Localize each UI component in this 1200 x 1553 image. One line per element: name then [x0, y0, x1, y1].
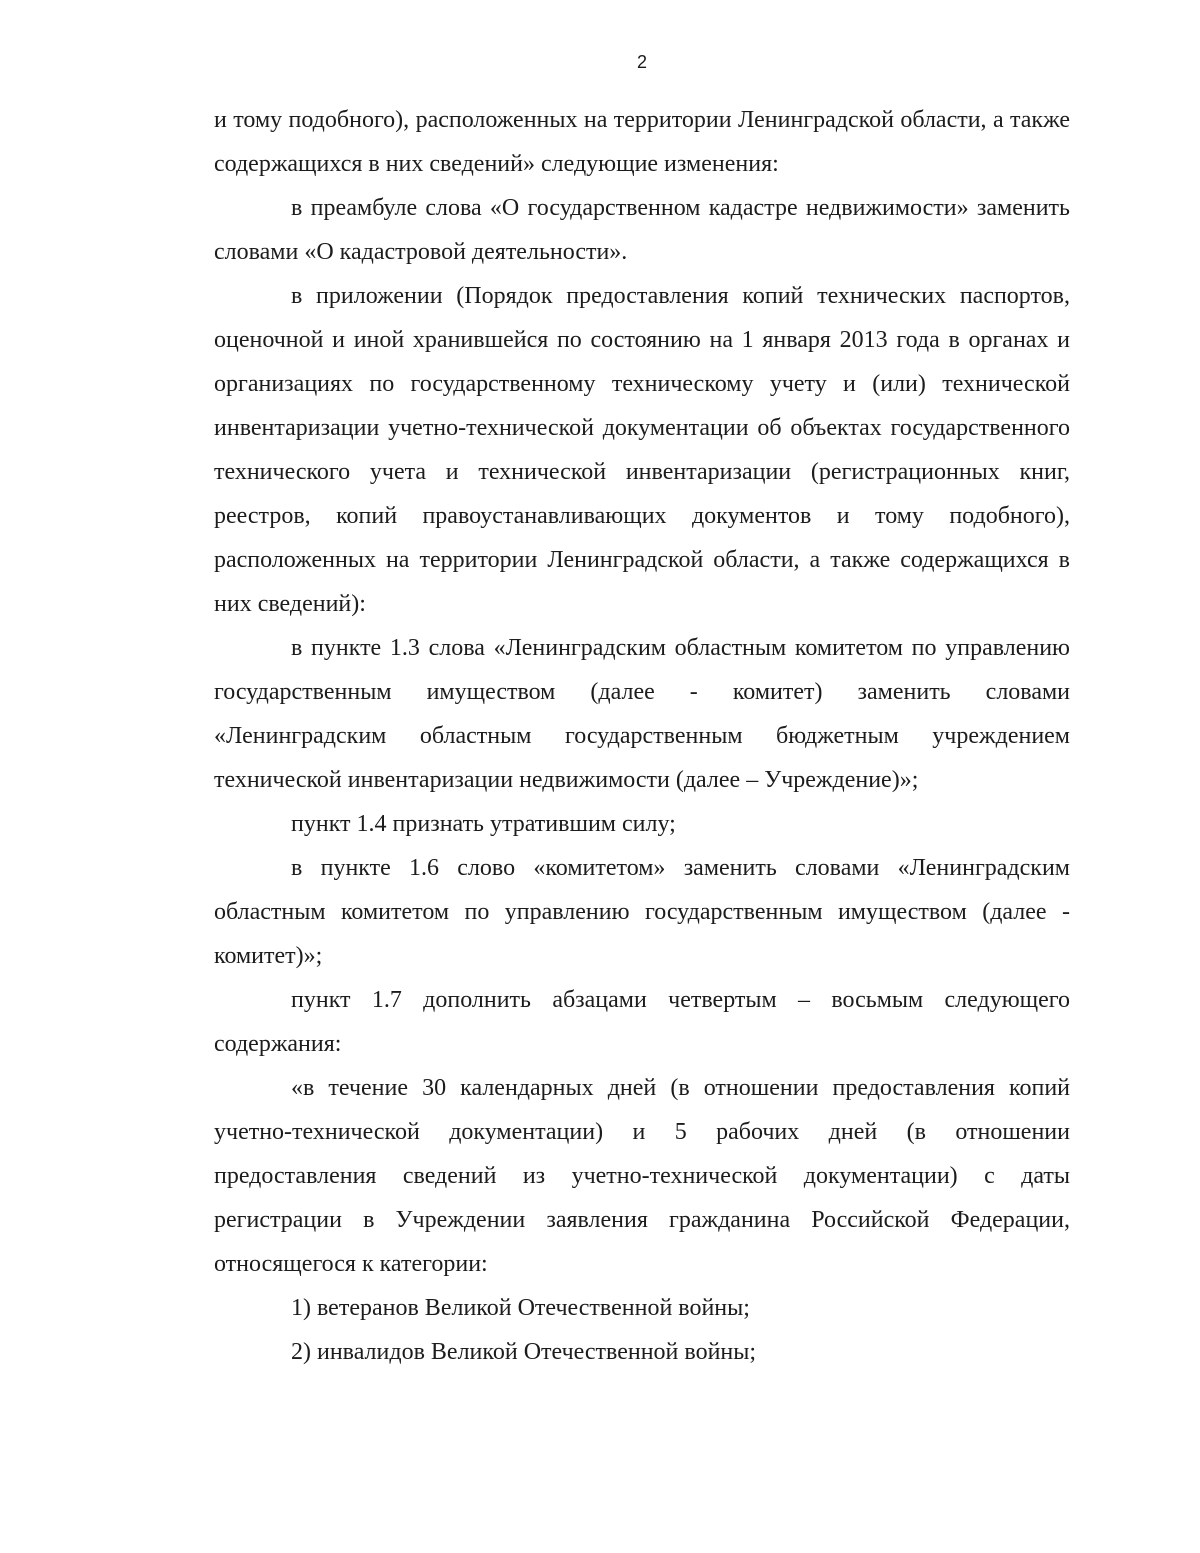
page-number: 2	[636, 52, 647, 72]
paragraph: в пункте 1.6 слово «комитетом» заменить словами «Ленинградским областным комитетом по управлению государственным имуществом (далее - комитет)»;	[214, 855, 1070, 969]
paragraph: в преамбуле слова «О государственном кадастре недвижимости» заменить словами «О кадастровой деятельности».	[214, 195, 1070, 265]
paragraph: в пункте 1.3 слова «Ленинградским областным комитетом по управлению государственным имуществом (далее - комитет) заменить словами «Ленинградским областным государственным бюджетным учреждением технической инвентаризации недвижимости (далее – Учреждение)»;	[214, 635, 1070, 793]
paragraph: «в течение 30 календарных дней (в отношении предоставления копий учетно-технической документации) и 5 рабочих дней (в отношении предоставления сведений из учетно-технической документации) с даты регистрации в Учреждении заявления гражданина Российской Федерации, относящегося к категории:	[214, 1075, 1070, 1277]
document-body	[214, 98, 1070, 1374]
paragraph: и тому подобного), расположенных на территории Ленинградской области, а также содержащихся в них сведений» следующие изменения:	[214, 107, 1070, 177]
paragraph: пункт 1.4 признать утратившим силу;	[291, 811, 676, 837]
list-item: 2) инвалидов Великой Отечественной войны;	[291, 1339, 757, 1365]
list-item: 1) ветеранов Великой Отечественной войны;	[291, 1295, 750, 1321]
paragraph: пункт 1.7 дополнить абзацами четвертым – восьмым следующего содержания:	[214, 987, 1070, 1057]
paragraph: в приложении (Порядок предоставления копий технических паспортов, оценочной и иной хранившейся по состоянию на 1 января 2013 года в органах и организациях по государственному техническому учету и (или) технической инвентаризации учетно-технической документации об объектах государственного технического учета и технической инвентаризации (регистрационных книг, реестров, копий правоустанавливающих документов и тому подобного), расположенных на территории Ленинградской области, а также содержащихся в них сведений):	[214, 283, 1070, 617]
